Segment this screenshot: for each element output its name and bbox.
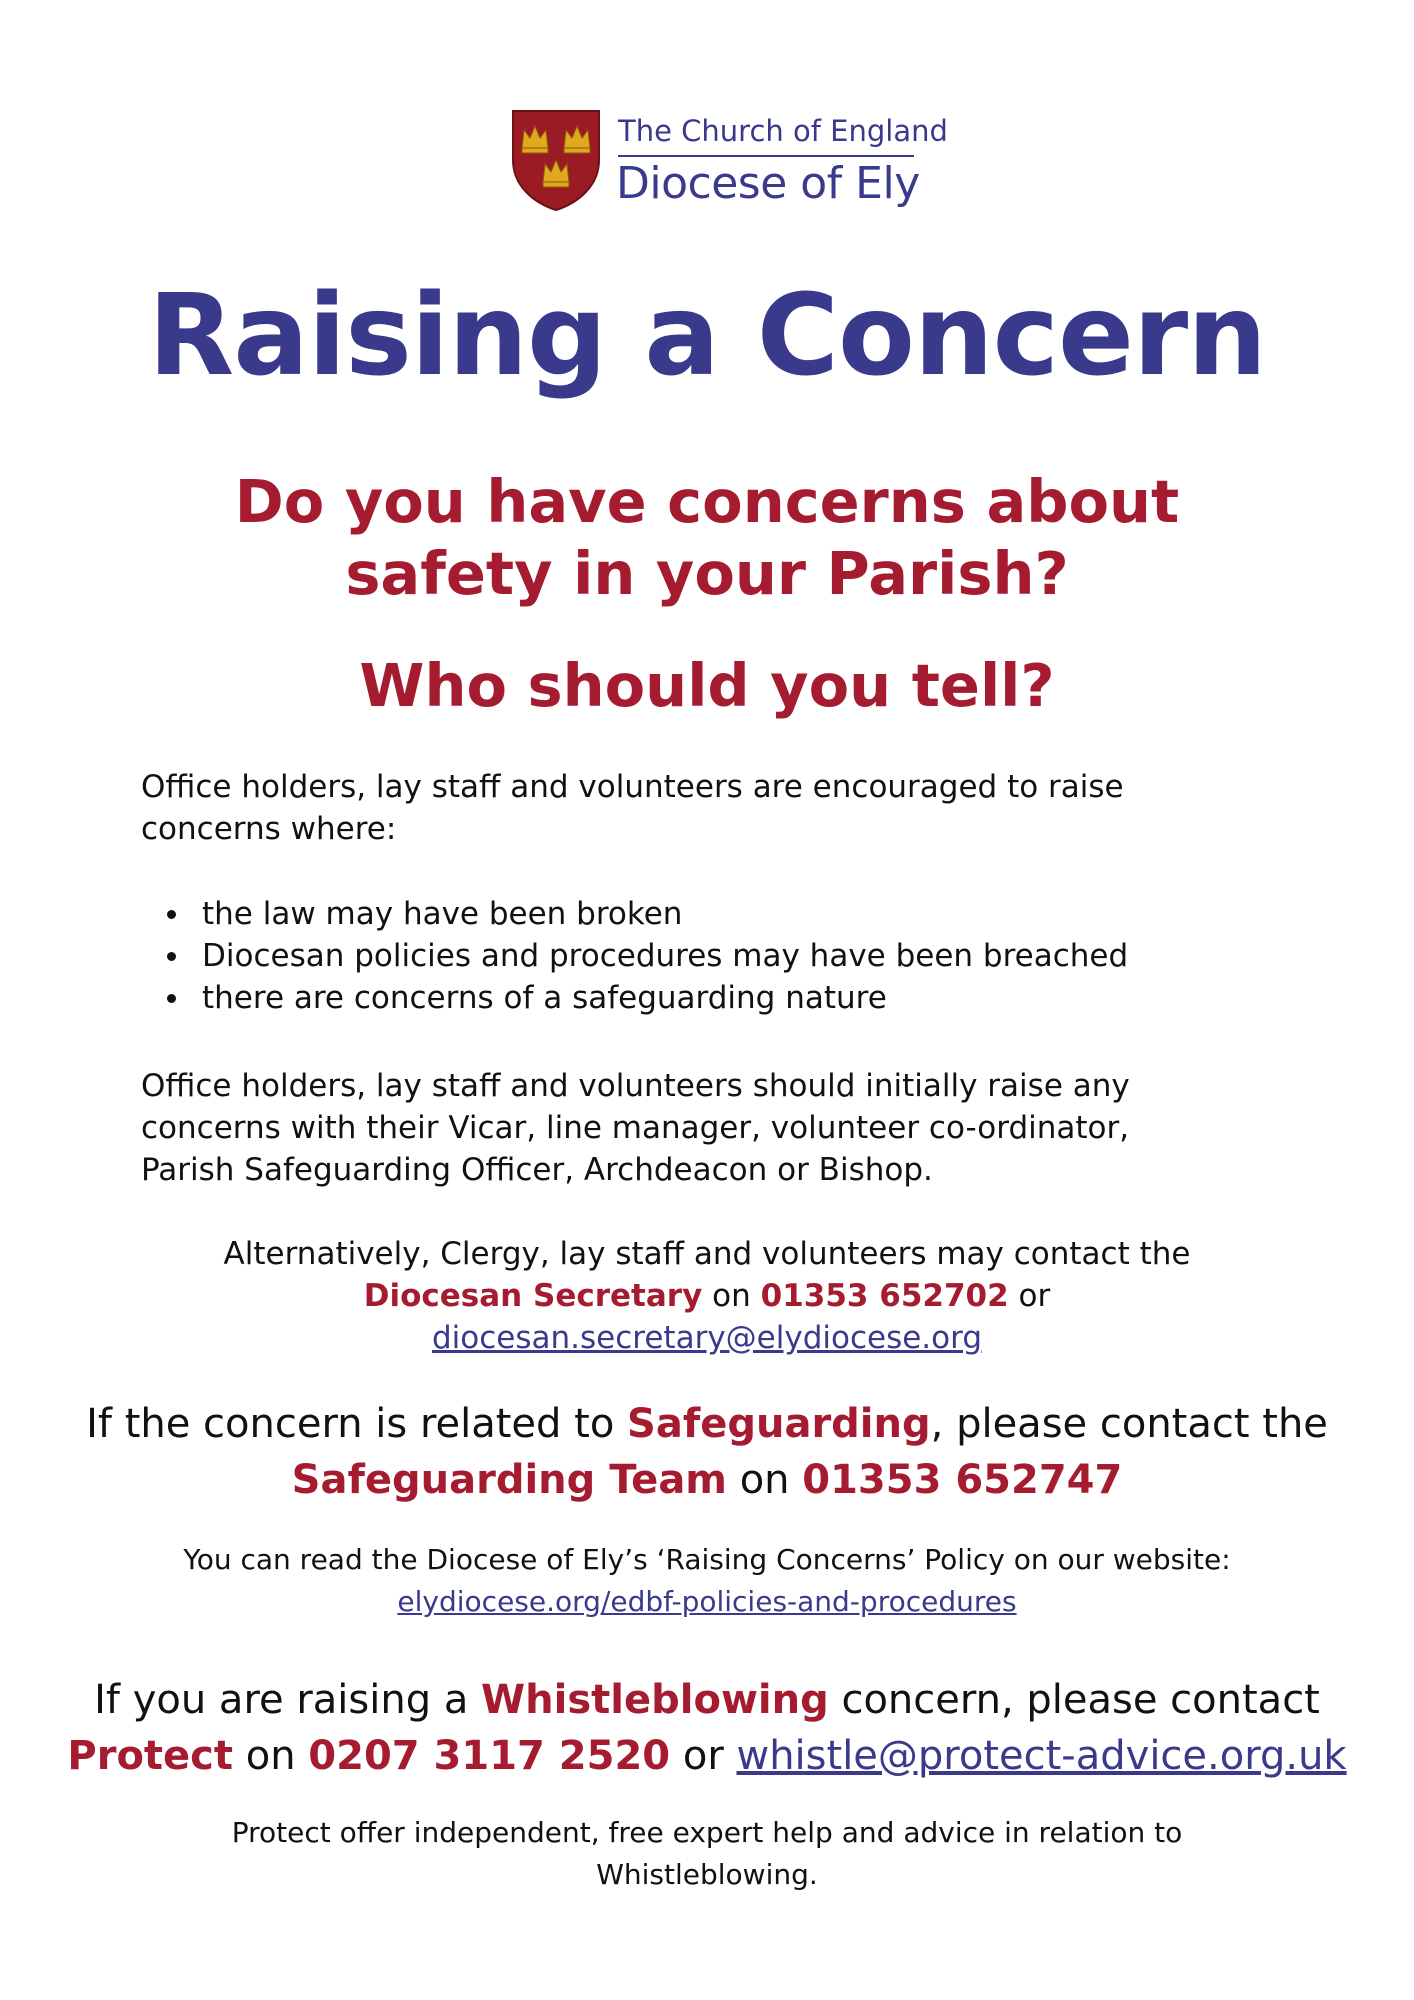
on-text: on <box>702 1278 761 1314</box>
intro-line-1: Office holders, lay staff and volunteers are encouraged to raise <box>141 769 1124 805</box>
diocese-logo <box>510 108 948 212</box>
subheading-concerns <box>0 466 1414 610</box>
or-text: or <box>670 1733 737 1779</box>
alternative-contact <box>0 1233 1414 1359</box>
alternative-line-2 <box>0 1275 1414 1317</box>
diocesan-secretary-label: Diocesan Secretary <box>363 1278 703 1314</box>
logo-church-of-england: The Church of England <box>618 114 948 148</box>
list-item: Diocesan policies and procedures may have been breached <box>141 935 1128 977</box>
protect-phone: 0207 3117 2520 <box>308 1733 671 1779</box>
policy-link[interactable]: elydiocese.org/edbf-policies-and-procedures <box>397 1585 1017 1618</box>
three-crowns-shield-icon <box>510 108 602 212</box>
safeguarding-text-1: If the concern is related to <box>86 1401 628 1447</box>
initially-line-2: concerns with their Vicar, line manager, volunteer co-ordinator, <box>141 1110 1130 1146</box>
intro-line-2: concerns where: <box>141 811 397 847</box>
initial-contact-paragraph <box>141 1065 1321 1191</box>
subheading-line-1: Do you have concerns about <box>234 467 1180 536</box>
whistleblowing-text-2: concern, please contact <box>828 1677 1320 1723</box>
safeguarding-contact <box>0 1396 1414 1508</box>
protect-label: Protect <box>67 1733 234 1779</box>
policy-info <box>0 1539 1414 1623</box>
subheading-line-2: safety in your Parish? <box>345 539 1069 608</box>
diocesan-secretary-email-link[interactable]: diocesan.secretary@elydiocese.org <box>432 1320 982 1356</box>
diocesan-secretary-phone: 01353 652702 <box>760 1278 1009 1314</box>
on-text: on <box>726 1457 803 1503</box>
list-item: the law may have been broken <box>141 893 1128 935</box>
alternative-line-1: Alternatively, Clergy, lay staff and volunteers may contact the <box>223 1236 1191 1272</box>
safeguarding-highlight: Safeguarding <box>627 1401 931 1447</box>
initially-line-1: Office holders, lay staff and volunteers should initially raise any <box>141 1068 1130 1104</box>
subheading-who-to-tell: Who should you tell? <box>359 651 1055 720</box>
page-title: Raising a Concern <box>148 271 1266 401</box>
list-item: there are concerns of a safeguarding nature <box>141 977 1128 1019</box>
logo-divider <box>618 155 914 157</box>
whistleblowing-line-2 <box>0 1728 1414 1784</box>
protect-note <box>0 1812 1414 1896</box>
protect-email-link[interactable]: whistle@protect-advice.org.uk <box>736 1733 1347 1779</box>
safeguarding-text-2: , please contact the <box>930 1401 1328 1447</box>
safeguarding-team-label: Safeguarding Team <box>291 1457 727 1503</box>
whistleblowing-highlight: Whistleblowing <box>481 1677 829 1723</box>
on-text: on <box>233 1733 309 1779</box>
safeguarding-phone: 01353 652747 <box>802 1457 1123 1503</box>
protect-note-line-2: Whistleblowing. <box>596 1858 818 1891</box>
or-text: or <box>1008 1278 1051 1314</box>
concern-list <box>141 893 1128 1019</box>
logo-diocese-of-ely: Diocese of Ely <box>616 158 920 209</box>
policy-line-1: You can read the Diocese of Ely’s ‘Raising Concerns’ Policy on our website: <box>183 1543 1231 1576</box>
alternative-line-3 <box>0 1317 1414 1359</box>
policy-line-2 <box>0 1581 1414 1623</box>
whistleblowing-line-1 <box>0 1672 1414 1728</box>
safeguarding-line-2 <box>0 1452 1414 1508</box>
protect-note-line-1: Protect offer independent, free expert help and advice in relation to <box>231 1816 1183 1849</box>
whistleblowing-text-1: If you are raising a <box>94 1677 482 1723</box>
intro-paragraph <box>141 766 1321 850</box>
whistleblowing-contact <box>0 1672 1414 1784</box>
safeguarding-line-1 <box>0 1396 1414 1452</box>
initially-line-3: Parish Safeguarding Officer, Archdeacon or Bishop. <box>141 1152 933 1188</box>
